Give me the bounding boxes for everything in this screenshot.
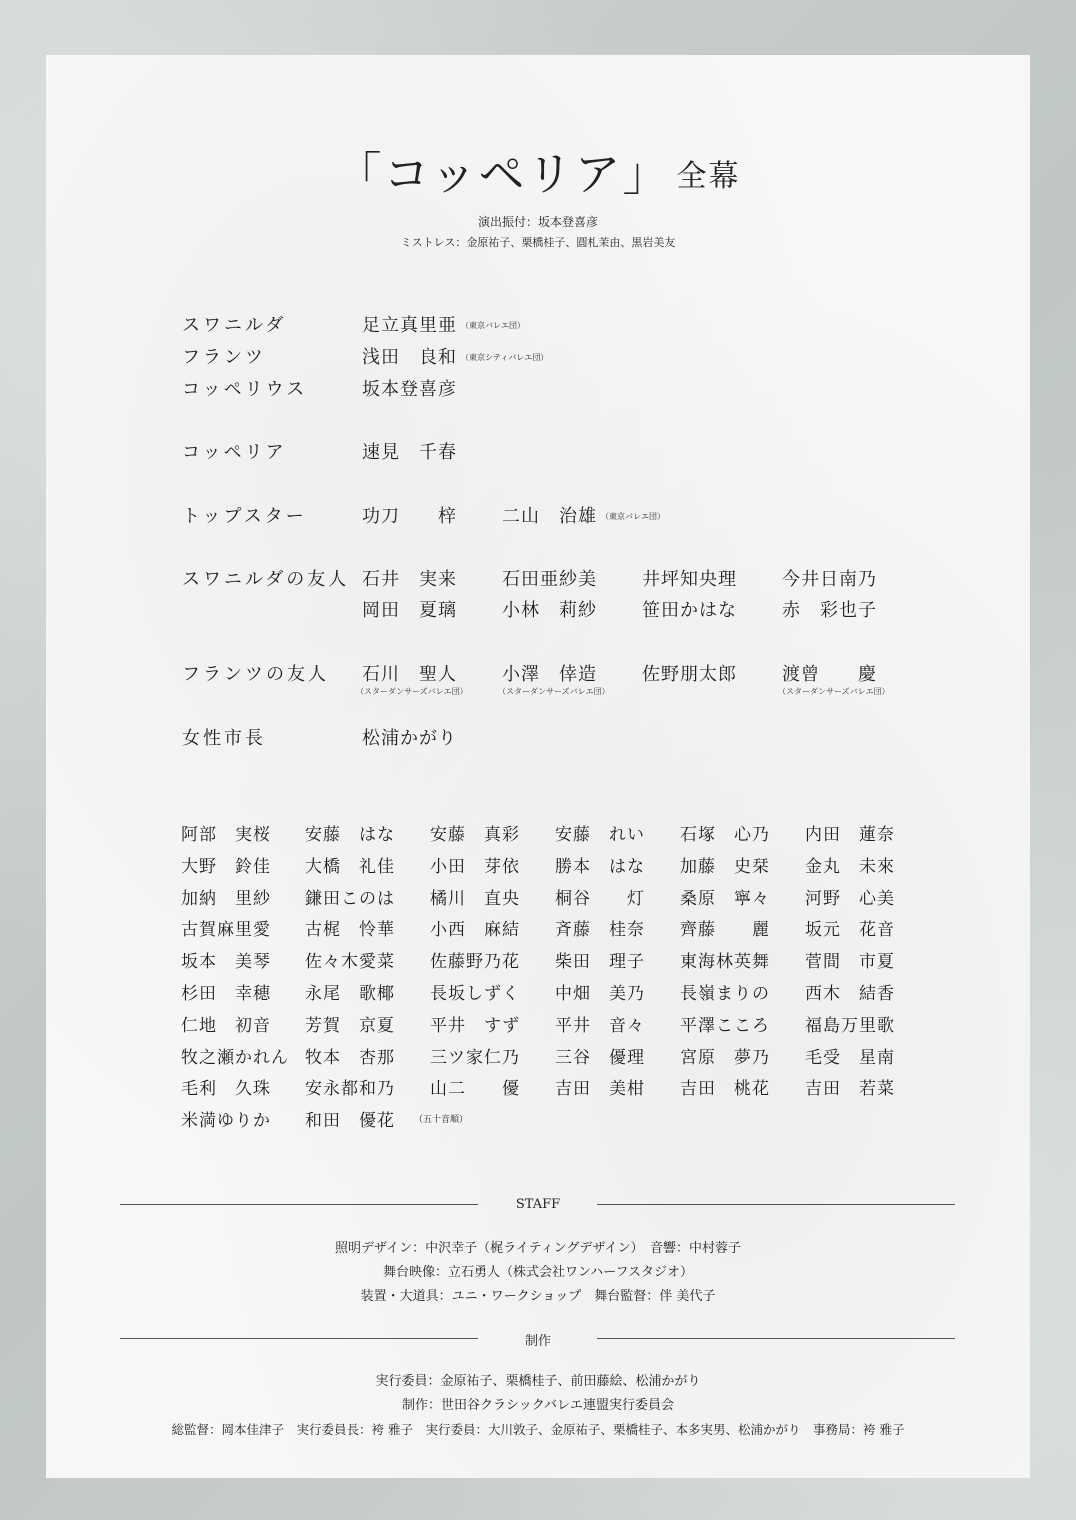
ensemble-member: 斉藤 桂奈 bbox=[555, 920, 645, 940]
ensemble-member: 西木 結香 bbox=[805, 984, 895, 1004]
swanilda-friend: 赤 彩也子 bbox=[782, 600, 877, 621]
cast-topstar-name-2: 二山 治雄 bbox=[502, 506, 597, 527]
ensemble-member: 古梶 怜華 bbox=[305, 920, 395, 940]
ensemble-member: 金丸 未來 bbox=[805, 857, 895, 877]
swanilda-friend: 石井 実来 bbox=[362, 569, 457, 590]
franz-friend: 小澤 倖造 bbox=[502, 664, 597, 685]
ensemble-member: 安藤 はな bbox=[305, 825, 395, 845]
ensemble-member: 菅間 市夏 bbox=[805, 952, 895, 972]
ensemble-member: 小田 芽依 bbox=[430, 857, 520, 877]
role-franz: フランツ bbox=[182, 347, 266, 368]
swanilda-friend: 小林 莉紗 bbox=[502, 600, 597, 621]
franz-friend-affil: （スターダンサーズバレエ団） bbox=[498, 687, 610, 696]
ensemble-member: 内田 蓮奈 bbox=[805, 825, 895, 845]
title-sub: 全幕 bbox=[676, 159, 741, 194]
title-main: 「コッペリア」 bbox=[335, 147, 671, 201]
ensemble-member: 柴田 理子 bbox=[555, 952, 645, 972]
cast-swanilda-name: 足立真里亜 bbox=[362, 315, 457, 336]
role-mayor: 女性市長 bbox=[182, 728, 266, 749]
ensemble-member: 大野 鈴佳 bbox=[181, 857, 271, 877]
staff-heading: STAFF bbox=[515, 1197, 561, 1212]
staff-line: 装置・大道具：ユニ・ワークショップ 舞台監督：伴 美代子 bbox=[360, 1289, 716, 1304]
cast-franz bbox=[362, 343, 548, 369]
ensemble-member: 加納 里紗 bbox=[181, 889, 271, 909]
role-coppelia: コッペリア bbox=[182, 442, 287, 463]
ensemble-member: 桐谷 灯 bbox=[555, 889, 645, 909]
ensemble-member: 加藤 史栞 bbox=[680, 857, 770, 877]
cast-topstar-name-1: 功刀 梓 bbox=[362, 506, 457, 527]
ensemble-member: 仁地 初音 bbox=[181, 1016, 271, 1036]
ensemble-member: 牧本 杏那 bbox=[305, 1048, 395, 1068]
ensemble-member: 平澤こころ bbox=[680, 1016, 770, 1036]
ensemble-member: 小西 麻結 bbox=[430, 920, 520, 940]
production-line: 制作：世田谷クラシックバレエ連盟実行委員会 bbox=[402, 1398, 674, 1413]
franz-friend-affil: （スターダンサーズバレエ団） bbox=[356, 687, 468, 696]
production-line: 総監督：岡本佳津子 実行委員長：袴 雅子 実行委員：大川敦子、金原祐子、栗橋桂子、本多実男、松浦かがり 事務局：袴 雅子 bbox=[171, 1422, 905, 1437]
franz-friend: 石川 聖人 bbox=[362, 664, 457, 685]
ensemble-member: 米満ゆりか bbox=[181, 1111, 271, 1131]
mistress-credit: ミストレス：金原祐子、栗橋桂子、圓札茉由、黒岩美友 bbox=[400, 236, 676, 249]
ensemble-member: 古賀麻里愛 bbox=[181, 920, 271, 940]
ensemble-member: 中畑 美乃 bbox=[555, 984, 645, 1004]
ensemble-member: 長坂しずく bbox=[430, 984, 520, 1004]
role-swanilda: スワニルダ bbox=[182, 315, 287, 336]
ensemble-member: 橘川 直央 bbox=[430, 889, 520, 909]
cast-franz-name: 浅田 良和 bbox=[362, 347, 457, 368]
franz-friend: 佐野朋太郎 bbox=[642, 664, 737, 685]
ensemble-member: 大橋 礼佳 bbox=[305, 857, 395, 877]
ensemble-member: 吉田 美柑 bbox=[555, 1079, 645, 1099]
ensemble-member: 吉田 桃花 bbox=[680, 1079, 770, 1099]
role-coppelius: コッペリウス bbox=[182, 379, 308, 400]
production-heading: 制作 bbox=[524, 1334, 551, 1349]
ensemble-member: 山二 優 bbox=[430, 1079, 520, 1099]
ensemble-member: 安藤 真彩 bbox=[430, 825, 520, 845]
ensemble-member: 齊藤 麗 bbox=[680, 920, 770, 940]
ensemble-member: 勝本 はな bbox=[555, 857, 645, 877]
swanilda-friend: 石田亜紗美 bbox=[502, 569, 597, 590]
ensemble-member: 毛利 久珠 bbox=[181, 1079, 271, 1099]
ensemble-member: 永尾 歌椰 bbox=[305, 984, 395, 1004]
swanilda-friend: 井坪知央理 bbox=[642, 569, 737, 590]
ensemble-member: 安永都和乃 bbox=[305, 1079, 395, 1099]
ensemble-member: 宮原 夢乃 bbox=[680, 1048, 770, 1068]
ensemble-member: 和田 優花 bbox=[305, 1111, 395, 1131]
cast-franz-affil: （東京シティバレエ団） bbox=[461, 353, 549, 362]
cast-mayor-name: 松浦かがり bbox=[362, 728, 457, 749]
role-topstar: トップスター bbox=[182, 506, 307, 527]
ensemble-member: 安藤 れい bbox=[555, 825, 645, 845]
ensemble-member: 河野 心美 bbox=[805, 889, 895, 909]
cast-swanilda bbox=[362, 311, 525, 337]
franz-friend: 渡曾 慶 bbox=[782, 664, 877, 685]
cast-topstar-2 bbox=[502, 502, 665, 528]
ensemble-member: 佐々木愛菜 bbox=[305, 952, 395, 972]
choreography-credit: 演出振付：坂本登喜彦 bbox=[477, 215, 598, 229]
cast-topstar-affil-2: （東京バレエ団） bbox=[601, 512, 665, 521]
ensemble-member: 坂本 美琴 bbox=[181, 952, 271, 972]
staff-line: 舞台映像：立石勇人（株式会社ワンハーフスタジオ） bbox=[383, 1265, 693, 1280]
ensemble-member: 三谷 優理 bbox=[555, 1048, 645, 1068]
ensemble-member: 毛受 星南 bbox=[805, 1048, 895, 1068]
ensemble-member: 平井 すず bbox=[430, 1016, 521, 1036]
cast-coppelia-name: 速見 千春 bbox=[362, 442, 457, 463]
cast-coppelius-name: 坂本登喜彦 bbox=[362, 379, 457, 400]
ensemble-member: 長嶺まりの bbox=[680, 984, 770, 1004]
swanilda-friend: 今井日南乃 bbox=[782, 569, 877, 590]
role-franz-friends: フランツの友人 bbox=[182, 664, 329, 685]
ensemble-member: 三ツ家仁乃 bbox=[430, 1048, 520, 1068]
ensemble-member: 芳賀 京夏 bbox=[305, 1016, 395, 1036]
ensemble-member: 杉田 幸穂 bbox=[181, 984, 271, 1004]
ensemble-member: 桑原 寧々 bbox=[680, 889, 770, 909]
swanilda-friend: 笹田かはな bbox=[642, 600, 737, 621]
ensemble-order-note: （五十音順） bbox=[414, 1115, 469, 1125]
ensemble-member: 鎌田このは bbox=[305, 889, 395, 909]
ensemble-member: 福島万里歌 bbox=[805, 1016, 895, 1036]
ensemble-member: 阿部 実桜 bbox=[181, 825, 271, 845]
franz-friend-affil: （スターダンサーズバレエ団） bbox=[778, 687, 890, 696]
ensemble-member: 東海林英舞 bbox=[680, 952, 770, 972]
ensemble-member: 平井 音々 bbox=[555, 1016, 645, 1036]
swanilda-friend: 岡田 夏璃 bbox=[362, 600, 457, 621]
ensemble-member: 坂元 花音 bbox=[805, 920, 895, 940]
role-swanilda-friends: スワニルダの友人 bbox=[182, 569, 350, 590]
ensemble-member: 吉田 若菜 bbox=[805, 1079, 895, 1099]
ensemble-member: 牧之瀬かれん bbox=[181, 1048, 289, 1068]
program-title bbox=[0, 138, 1076, 204]
staff-line: 照明デザイン：中沢幸子（梶ライティングデザイン） 音響：中村蓉子 bbox=[335, 1241, 741, 1256]
ensemble-member: 石塚 心乃 bbox=[680, 825, 770, 845]
ensemble-member: 佐藤野乃花 bbox=[430, 952, 520, 972]
cast-swanilda-affil: （東京バレエ団） bbox=[461, 321, 525, 330]
production-line: 実行委員：金原祐子、栗橋桂子、前田藤絵、松浦かがり bbox=[375, 1374, 701, 1389]
